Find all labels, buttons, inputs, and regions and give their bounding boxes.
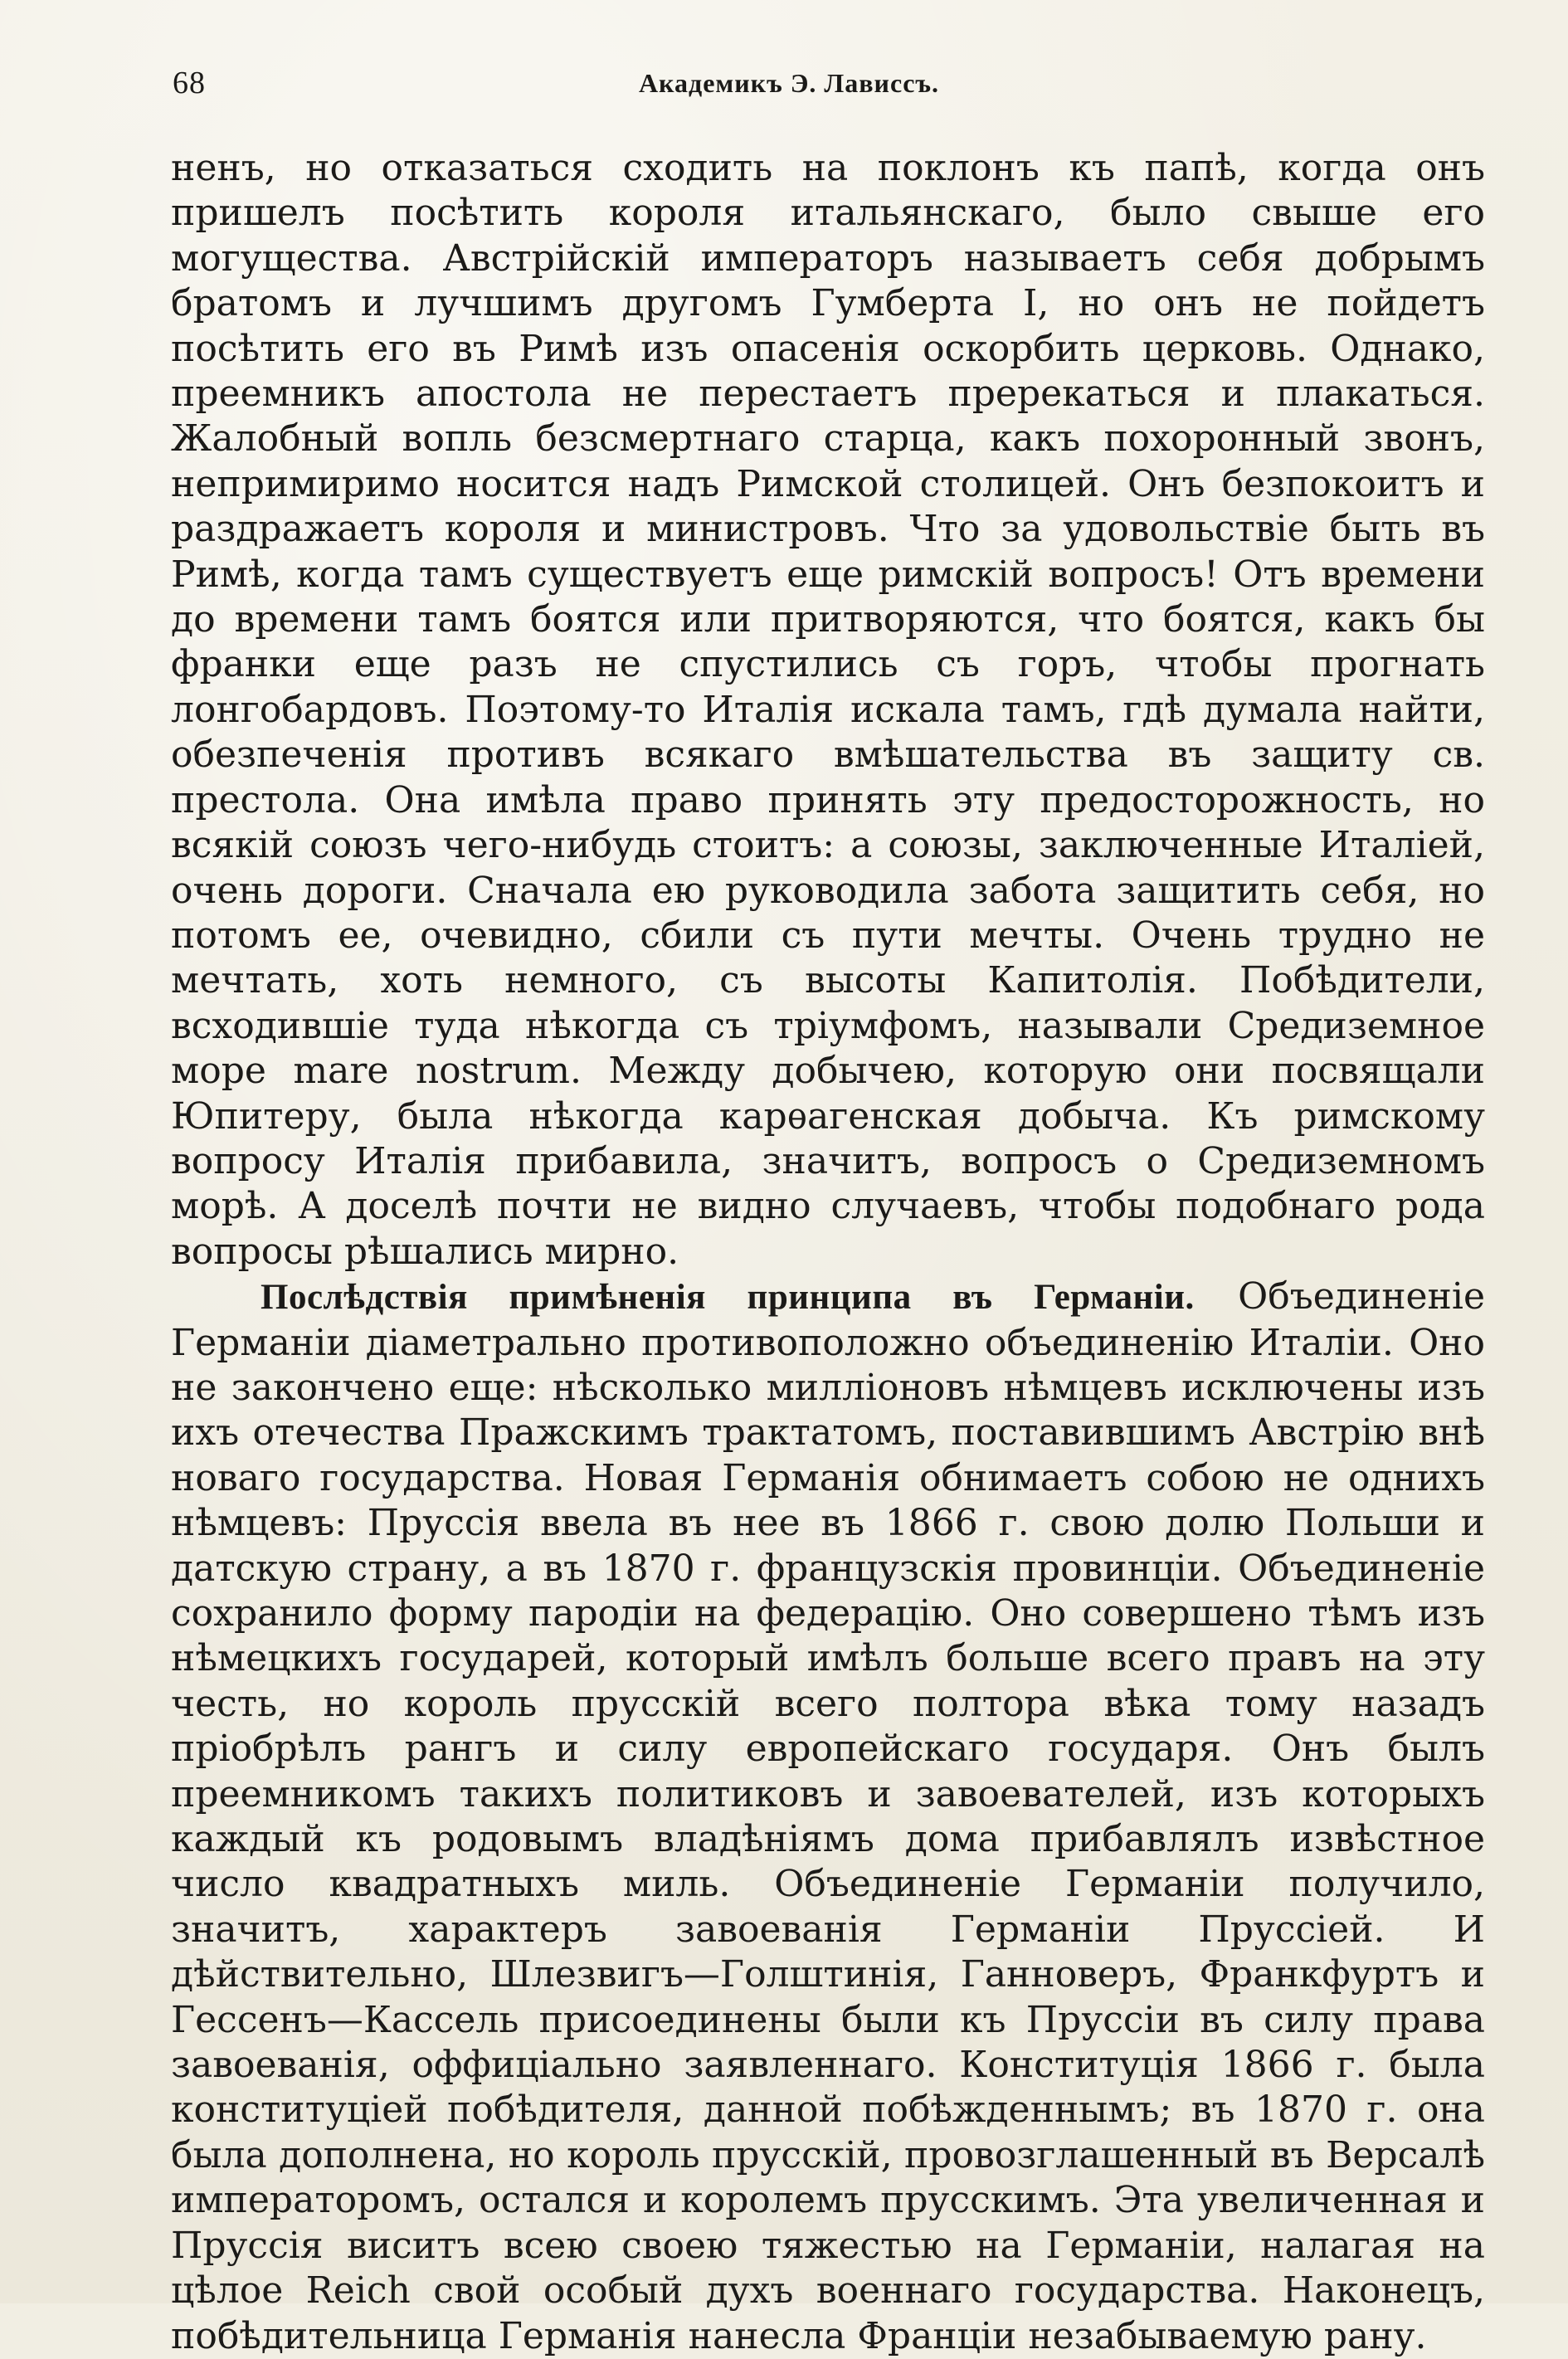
paragraph-germany [171, 1275, 1485, 2359]
paragraph-germany-text: Объединенiе Германiи дiаметрально противоположно объединенiю Италiи. Оно не закончено еще: нѣсколько миллiоновъ нѣмцевъ исключены изъ ихъ отечества Пражскимъ трактатомъ, поставившимъ Австрiю внѣ новаго государства. Новая Германiя обнимаетъ собою не однихъ нѣмцевъ: Пруссiя ввела въ нее въ 1866 г. свою долю Польши и датскую страну, а въ 1870 г. французскiя провинцiи. Объединенiе сохранило форму пародiи на федерацiю. Оно совершено тѣмъ изъ нѣмецкихъ государей, который имѣлъ больше всего правъ на эту честь, но король прусскiй всего полтора вѣка тому назадъ прiобрѣлъ рангъ и силу европейскаго государя. Онъ былъ преемникомъ такихъ политиковъ и завоевателей, изъ которыхъ каждый къ родовымъ владѣнiямъ дома прибавлялъ извѣстное число квадратныхъ миль. Объединенiе Германiи получило, значитъ, характеръ завоеванiя Германiи Пруссiей. И дѣйствительно, Шлезвигъ—Голштинiя, Ганноверъ, Франкфуртъ и Гессенъ—Кассель присоединены были къ Пруссiи въ силу права завоеванiя, оффицiально заявленнаго. Конституцiя 1866 г. была конституцiей побѣдителя, данной побѣжденнымъ; въ 1870 г. она была дополнена, но король прусскiй, провозглашенный въ Версалѣ императоромъ, остался и королемъ прусскимъ. Эта увеличенная и Пруссiя виситъ всею своею тяжестью на Германiи, налагая на цѣлое Reich свой особый духъ военнаго государства. Наконецъ, побѣдительница Германiя нанесла Францiи незабываемую рану. [171, 1275, 1485, 2357]
page-number: 68 [173, 66, 206, 100]
running-title: Академикъ Э. Лависсъ. [638, 68, 940, 98]
running-head [173, 65, 1405, 106]
section-run-in-heading: Послѣдствiя примѣненiя принципа въ Германiи. [261, 1278, 1195, 1318]
body-text [171, 146, 1485, 2359]
paragraph-continued: ненъ, но отказаться сходить на поклонъ къ папѣ, когда онъ пришелъ посѣтить короля итальянскаго, было свыше его могущества. Австрiйскiй императоръ называетъ себя добрымъ братомъ и лучшимъ другомъ Гумберта I, но онъ не пойдетъ посѣтить его въ Римѣ изъ опасенiя оскорбить церковь. Однако, преемникъ апостола не перестаетъ пререкаться и плакаться. Жалобный вопль безсмертнаго старца, какъ похоронный звонъ, непримиримо носится надъ Римской столицей. Онъ безпокоитъ и раздражаетъ короля и министровъ. Что за удовольствiе быть въ Римѣ, когда тамъ существуетъ еще римскiй вопросъ! Отъ времени до времени тамъ боятся или притворяются, что боятся, какъ бы франки еще разъ не спустились съ горъ, чтобы прогнать лонгобардовъ. Поэтому-то Италiя искала тамъ, гдѣ думала найти, обезпеченiя противъ всякаго вмѣшательства въ защиту св. престола. Она имѣла право принять эту предосторожность, но всякiй союзъ чего-нибудь стоитъ: а союзы, заключенные Италiей, очень дороги. Сначала ею руководила забота защитить себя, но потомъ ее, очевидно, сбили съ пути мечты. Очень трудно не мечтать, хоть немного, съ высоты Капитолiя. Побѣдители, всходившiе туда нѣкогда съ трiумфомъ, называли Средиземное море mare nostrum. Между добычею, которую они посвящали Юпитеру, была нѣкогда карѳагенская добыча. Къ римскому вопросу Италiя прибавила, значитъ, вопросъ о Средиземномъ морѣ. А доселѣ почти не видно случаевъ, чтобы подобнаго рода вопросы рѣшались мирно. [171, 147, 1485, 1273]
